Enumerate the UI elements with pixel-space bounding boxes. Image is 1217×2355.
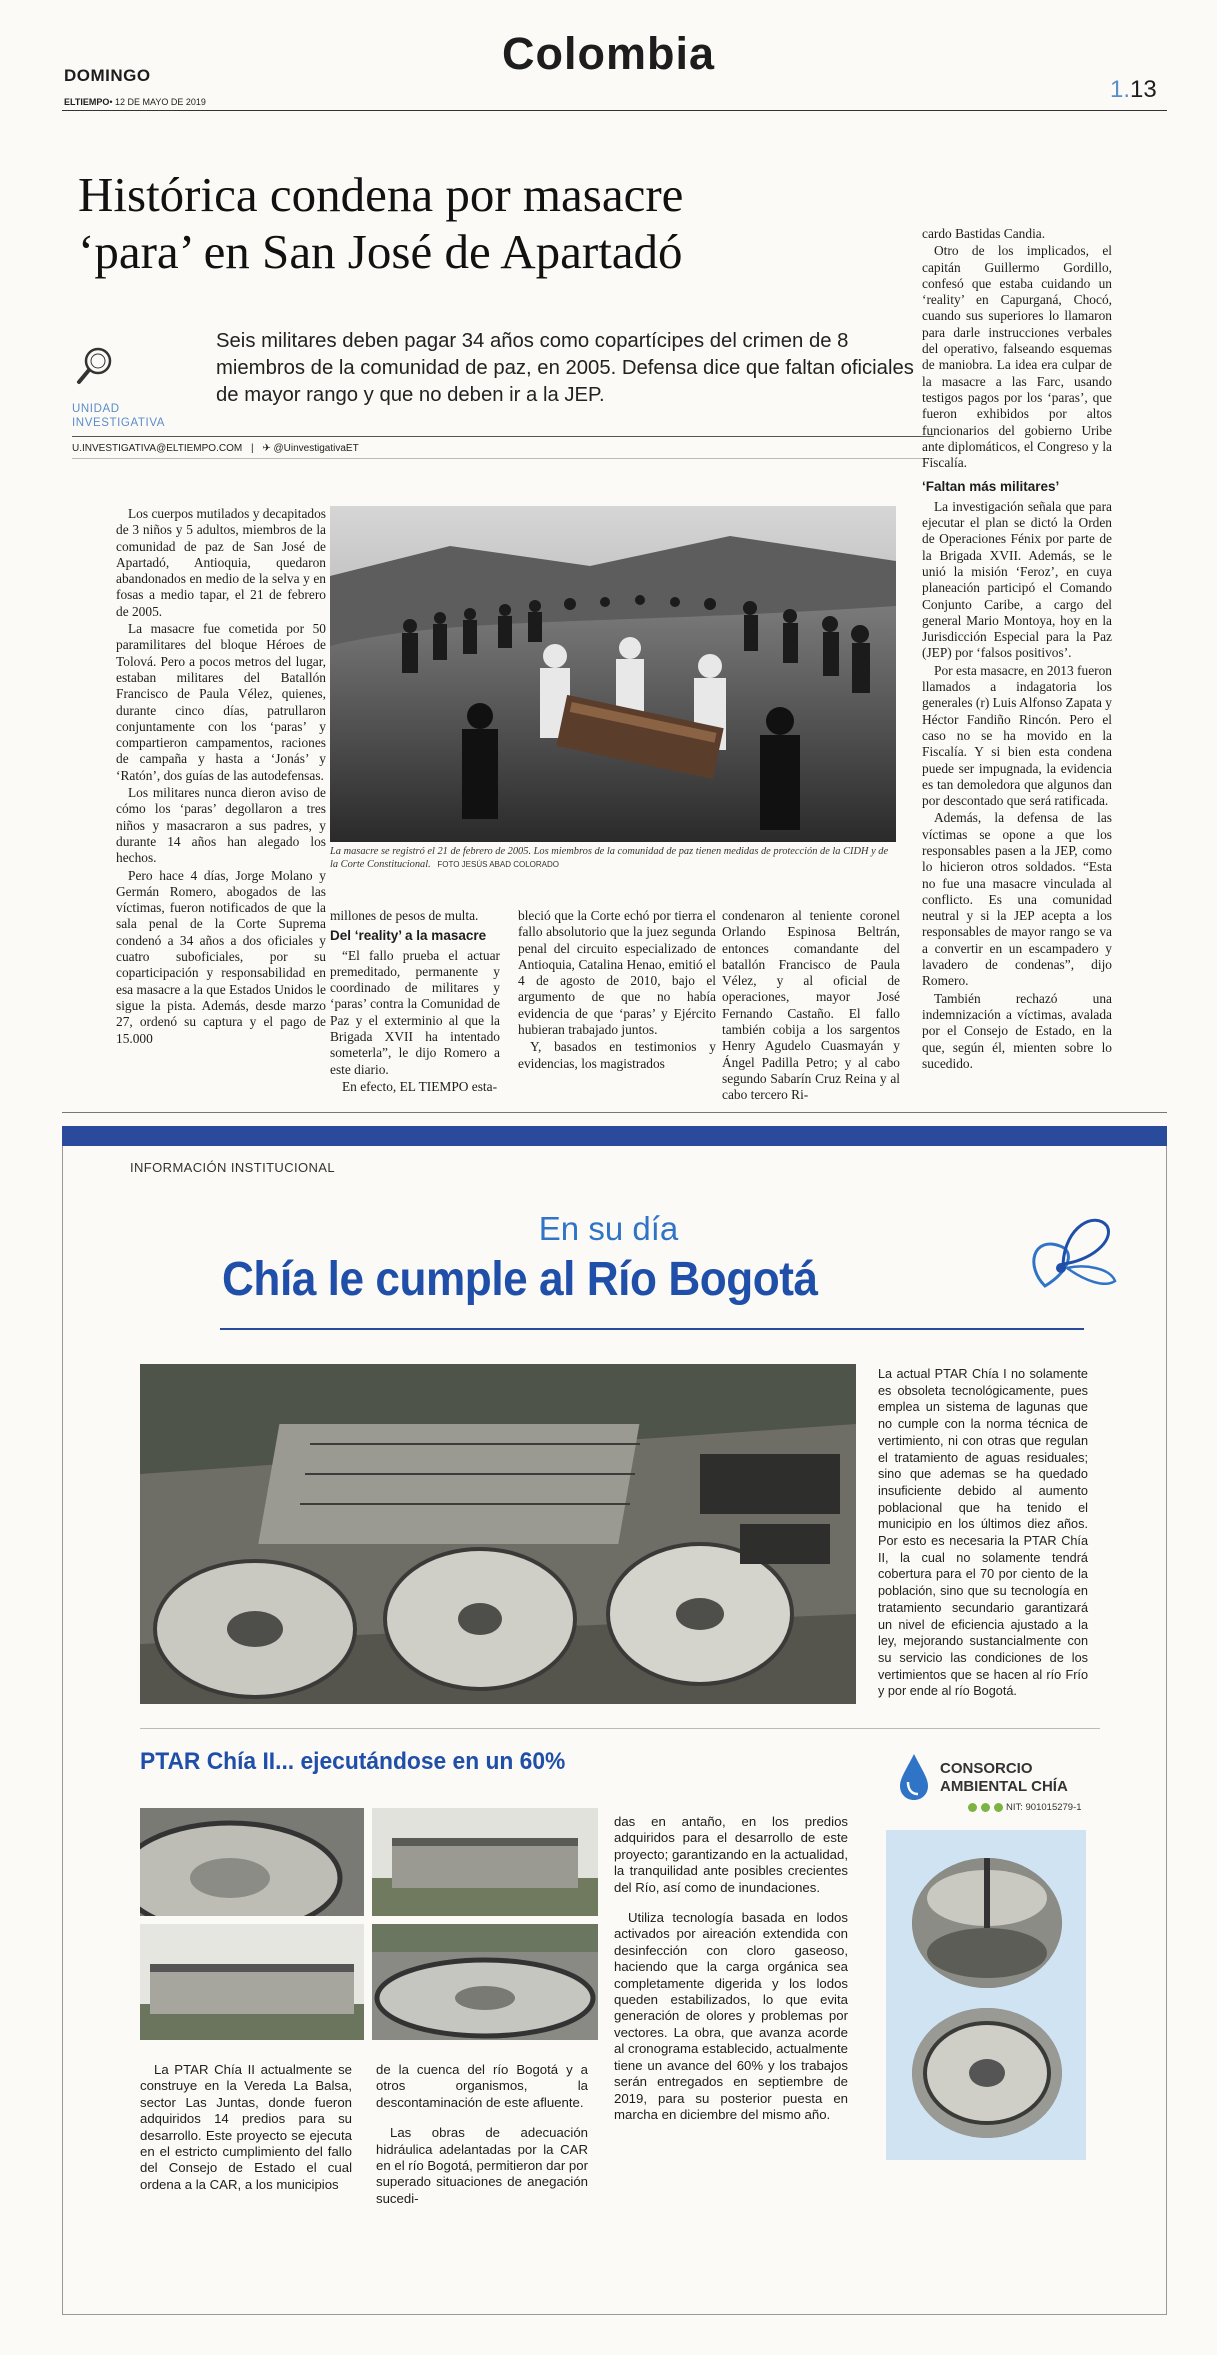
byline-twitter[interactable]: @UinvestigativaET — [273, 443, 359, 454]
page-number — [1110, 76, 1157, 104]
unit-label-line-1: UNIDAD — [72, 403, 120, 415]
butterfly-icon — [1015, 1206, 1125, 1306]
paper-date — [64, 97, 206, 107]
massacre-photo — [330, 506, 896, 842]
magnifier-icon — [74, 344, 118, 388]
ad-col1-paragraph: La PTAR Chía II actualmente se construye en la Vereda La Balsa, sector Las Juntas, donde fueron adquiridos 14 predios para su desarrollo. Este proyecto se ejecuta en el estricto cumplimiento del fallo del Consejo de Estado el cual ordena a la CAR, a los municipios — [140, 2062, 352, 2192]
ptar-aerial-photo — [140, 1364, 856, 1704]
twitter-icon: ✈ — [262, 443, 271, 454]
col3-paragraph: Y, basados en testimonios y evidencias, los magistrados — [518, 1039, 716, 1071]
col2-heading: Del ‘reality’ a la masacre — [330, 928, 487, 944]
byline-rule — [72, 436, 934, 437]
logo-line-1: CONSORCIO — [940, 1760, 1033, 1777]
ad-title-big: Chía le cumple al Río Bogotá — [222, 1253, 818, 1306]
unit-label-line-2: INVESTIGATIVA — [72, 417, 165, 429]
headline-line-1: Histórica condena por masacre — [78, 167, 684, 222]
section-title: Colombia — [501, 28, 715, 79]
consorcio-drop-icon — [896, 1752, 932, 1802]
paper-brand: ELTIEMPO — [64, 97, 110, 107]
photo-credit: FOTO JESÚS ABAD COLORADO — [437, 859, 560, 869]
col1-paragraph: Los militares nunca dieron aviso de cómo los ‘paras’ degollaron a tres niños y masacraron a sus padres, y durante 14 años han alegado los hechos. — [116, 785, 326, 866]
ad-col3-paragraph: das en antaño, en los predios adquiridos para el desarrollo de este proyecto; garantizando en la actualidad, la tranquilidad ante posibles crecientes del Río, así como de inundaciones. — [614, 1814, 848, 1895]
col2-paragraph: En efecto, EL TIEMPO esta- — [342, 1078, 498, 1094]
photo-caption-text: La masacre se registró el 21 de febrero de 2005. Los miembros de la comunidad de paz tienen medidas de protección de la CIDH y de la Corte Constitucional. — [330, 846, 889, 870]
header-rule — [62, 110, 1167, 111]
col5-heading: ‘Faltan más militares’ — [922, 479, 1060, 495]
tank-photo-1 — [912, 1858, 1062, 1988]
photo-caption — [330, 846, 896, 871]
col4-paragraph: condenaron al teniente coronel Orlando Espinosa Beltrán, entonces comandante del batallón Francisco de Paula Vélez, y al oficial de operaciones, mayor José Fernando Castaño. El fallo también cobija a los sargentos Henry Agudelo Cuasmayán y Ángel Padilla Petro; y al cabo segundo Sabarín Cruz Reina y al cabo tercero Ri- — [722, 908, 900, 1103]
tank-photo-2 — [912, 2008, 1062, 2138]
col5-lead: cardo Bastidas Candia. — [922, 226, 1046, 241]
ad-col2-paragraph: de la cuenca del río Bogotá y a otros organismos, la descontaminación de este afluente. — [376, 2062, 588, 2110]
col2-lead: millones de pesos de multa. — [330, 908, 479, 923]
col5-paragraph: Otro de los implicados, el capitán Guillermo Gordillo, confesó que estaba cuidando un ‘reality’ en Capurganá, Chocó, cuando sus superiores lo llamaron para darle instrucciones verbales del operativo, falseando esquemas de maniobra. La idea era culpar de la masacre a las Farc, usando testigos pagos por los ‘paras’, que fueron exhibidos por altos funcionarios del gobierno Uribe ante diplomáticos, el Congreso y la Fiscalía. — [922, 243, 1112, 471]
ad-title-rule — [220, 1328, 1084, 1330]
ad-mid-rule — [140, 1728, 1100, 1729]
ad-col3-paragraph: Utiliza tecnología basada en lodos activados por aireación extendida con desinfección con cloro gaseoso, haciendo que la carga orgánica sea completamente digerida y los lodos queden estabilizados, lo que evita generación de olores y problemas por vectores. La obra, que avanza acorde al cronograma establecido, actualmente tiene un avance del 60% y los trabajos serán entregados en septiembre de 2019, para su posterior puesta en marcha en diciembre del mismo año. — [614, 1910, 848, 2122]
byline — [72, 443, 359, 454]
logo-nit: NIT: 901015279-1 — [1006, 1802, 1082, 1813]
col5-paragraph: Por esta masacre, en 2013 fueron llamados a indagatoria los generales (r) Luis Alfonso Zapata y Héctor Fandiño Rincón. Pero el caso no se ha movido en la Fiscalía. Y si bien esta condena puede ser impugnada, la evidencia es tan demoledora que algunos dan por descontado que será ratificada. — [922, 662, 1113, 809]
ptar-photo-4 — [372, 1924, 598, 2040]
section-day: DOMINGO — [64, 66, 151, 85]
col5-paragraph: También rechazó una indemnización a víctimas, avalada por el Consejo de Estado, en la que, según él, mienten sobre lo sucedido. — [922, 990, 1112, 1071]
ad-col-3 — [614, 1814, 848, 2137]
green-dot-icon — [968, 1803, 977, 1812]
article-col-1 — [116, 506, 326, 1048]
col5-paragraph: Además, la defensa de las víctimas se opone a que los responsables pasen a la JEP, como lo hicieron otros soldados. “Esta no fue una masacre vinculada al conflicto. Es una comunidad neutral y si la JEP acepta a los responsables de mayor rango se va a convertir en un escampadero y lavadero de condenas”, dijo Romero. — [922, 810, 1112, 989]
ad-col-1 — [140, 2062, 352, 2207]
ptar-photo-2 — [372, 1808, 598, 1916]
green-dot-icon — [981, 1803, 990, 1812]
ad-top-bar — [62, 1126, 1167, 1146]
page-num: 13 — [1130, 76, 1157, 103]
article-col-2 — [330, 908, 500, 1096]
consorcio-logo-text — [940, 1760, 1068, 1796]
headline-line-2: ‘para’ en San José de Apartadó — [78, 224, 683, 279]
paper-date-text: • 12 DE MAYO DE 2019 — [109, 97, 206, 107]
col1-paragraph: La masacre fue cometida por 50 paramilitares del bloque Héroes de Tolová. Pero a pocos metros del lugar, estaban militares del Batallón Francisco de Paula Vélez, quienes, durante cinco días, patrullaron conjuntamente con los ‘paras’ y compartieron campamentos, raciones de campaña y hasta a ‘Jonás’ y ‘Ratón’, dos guías de las autodefensas. — [116, 621, 326, 783]
dek: Seis militares deben pagar 34 años como copartícipes del crimen de 8 miembros de la comunidad de paz, en 2005. Defensa dice que faltan oficiales de mayor rango y que no deben ir a la JEP. — [216, 330, 914, 406]
article-col-5 — [922, 226, 1112, 1073]
ad-label: INFORMACIÓN INSTITUCIONAL — [130, 1160, 336, 1175]
green-dot-icon — [994, 1803, 1003, 1812]
byline-separator: | — [250, 443, 254, 454]
article-col-4 — [722, 908, 900, 1105]
ad-col2-paragraph: Las obras de adecuación hidráulica adelantadas por la CAR en el río Bogotá, permitieron dar por superado situaciones de anegación sucedi- — [376, 2125, 588, 2206]
article-col-3 — [518, 908, 716, 1073]
page-prefix: 1. — [1110, 76, 1131, 103]
ad-subhead: PTAR Chía II... ejecutándose en un 60% — [140, 1748, 566, 1775]
col1-paragraph: Pero hace 4 días, Jorge Molano y Germán Romero, abogados de las víctimas, fueron notificados de que la sala penal de la Corte Suprema condenó a 34 años a dos oficiales y cuatro suboficiales, por su coparticipación y responsabilidad en esa masacre a la que Estados Unidos le sigue la pista. Además, desde marzo 27, ordenó su captura y el pago de 15.000 — [116, 867, 326, 1046]
col2-paragraph: “El fallo prueba el actuar premeditado, permanente y coordinado de militares y ‘paras’ contra la Comunidad de Paz y el exterminio al que la Brigada XVII ha intentado someterla”, le dijo Romero a este diario. — [330, 947, 500, 1077]
col3-paragraph: bleció que la Corte echó por tierra el fallo absolutorio que la juez segunda penal del circuito especializado de Antioquia, Catalina Henao, emitió el 4 de agosto de 2010, bajo el argumento de que no había evidencia de que ‘paras’ y Ejército hubieran trabajado juntos. — [518, 908, 716, 1038]
byline-rule-bottom — [72, 458, 934, 459]
ad-col-2 — [376, 2062, 588, 2221]
logo-line-2: AMBIENTAL CHÍA — [940, 1778, 1068, 1795]
article-bottom-rule — [62, 1112, 1167, 1113]
ptar-photo-1 — [140, 1808, 364, 1916]
byline-email[interactable]: U.INVESTIGATIVA@ELTIEMPO.COM — [72, 443, 243, 454]
ad-title-small: En su día — [538, 1210, 679, 1247]
logo-dots — [968, 1803, 1003, 1812]
ptar-photo-3 — [140, 1924, 364, 2040]
unit-label — [72, 402, 165, 430]
col1-paragraph: Los cuerpos mutilados y decapitados de 3 niños y 5 adultos, miembros de la comunidad de paz de San José de Apartadó, Antioquia, quedaron abandonados en medio de la selva y en fosas a medio tapar, el 21 de febrero de 2005. — [116, 506, 326, 619]
headline — [78, 166, 938, 280]
ad-sidebar-text: La actual PTAR Chía I no solamente es obsoleta tecnológicamente, pues emplea un sistema de lagunas que no cumple con la norma técnica de vertimiento, ni con otras que regulan el tratamiento de aguas residuales; sino que ademas se ha quedado insuficiente debido al aumento poblacional que ha tenido el municipio en los últimos diez años. Por esto es necesaria la PTAR Chía II, la cual no solamente tendrá cobertura para el 70 por ciento de la población, sino que su tecnología en tratamiento secundario garantizará un nivel de eficiencia ajustado a la ley, mejorando sustancialmente con su servicio las condiciones de los vertimientos que se hacen al río Frío y por ende al río Bogotá. — [878, 1367, 1088, 1699]
col5-paragraph: La investigación señala que para ejecutar el plan se dictó la Orden de Operaciones Fénix por parte de la Brigada XVII. Además, se le unió la misión ‘Feroz’, en cuya planeación participó el Comando Conjunto Caribe, a cargo del general Mario Montoya, hoy en la Jurisdicción Especial para la Paz (JEP) por ‘falsos positivos’. — [922, 498, 1112, 661]
